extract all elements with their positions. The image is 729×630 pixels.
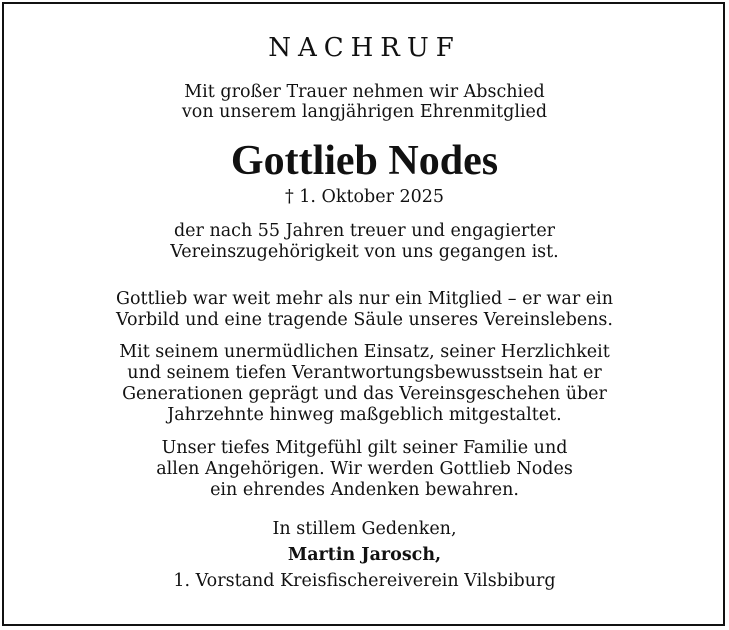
paragraph-line: Generationen geprägt und das Vereinsgeschehen über [122, 384, 607, 404]
intro-text [0, 82, 729, 123]
paragraph-line: Vorbild und eine tragende Säule unseres Vereinslebens. [116, 310, 613, 330]
paragraph-line: Gottlieb war weit mehr als nur ein Mitglied – er war ein [116, 289, 613, 309]
paragraph-line: Mit seinem unermüdlichen Einsatz, seiner Herzlichkeit [119, 342, 610, 362]
paragraph-line: allen Angehörigen. Wir werden Gottlieb Nodes [156, 459, 573, 479]
paragraph-line: Unser tiefes Mitgefühl gilt seiner Familie und [161, 438, 568, 458]
death-date [0, 187, 729, 208]
death-date-text: † 1. Oktober 2025 [284, 187, 445, 207]
intro-line: von unserem langjährigen Ehrenmitglied [181, 102, 548, 122]
signature-block [0, 519, 729, 592]
paragraph-line: und seinem tiefen Verantwortungsbewusstsein hat er [127, 363, 602, 383]
tenure-text [0, 221, 729, 263]
signer-role: 1. Vorstand Kreisfischereiverein Vilsbiburg [173, 571, 556, 591]
paragraph-2 [0, 342, 729, 426]
paragraph-line: Jahrzehnte hinweg maßgeblich mitgestaltet. [167, 405, 562, 425]
tenure-line: der nach 55 Jahren treuer und engagierter [173, 221, 556, 241]
intro-line: Mit großer Trauer nehmen wir Abschied [184, 82, 545, 102]
paragraph-3 [0, 438, 729, 501]
notice-heading: NACHRUF [268, 33, 461, 63]
deceased-name: Gottlieb Nodes [230, 138, 499, 184]
signer-name: Martin Jarosch, [287, 545, 442, 565]
tenure-line: Vereinszugehörigkeit von uns gegangen ist. [170, 242, 559, 262]
paragraph-line: ein ehrendes Andenken bewahren. [210, 480, 519, 500]
paragraph-1 [0, 289, 729, 331]
closing-line: In stillem Gedenken, [272, 519, 457, 539]
